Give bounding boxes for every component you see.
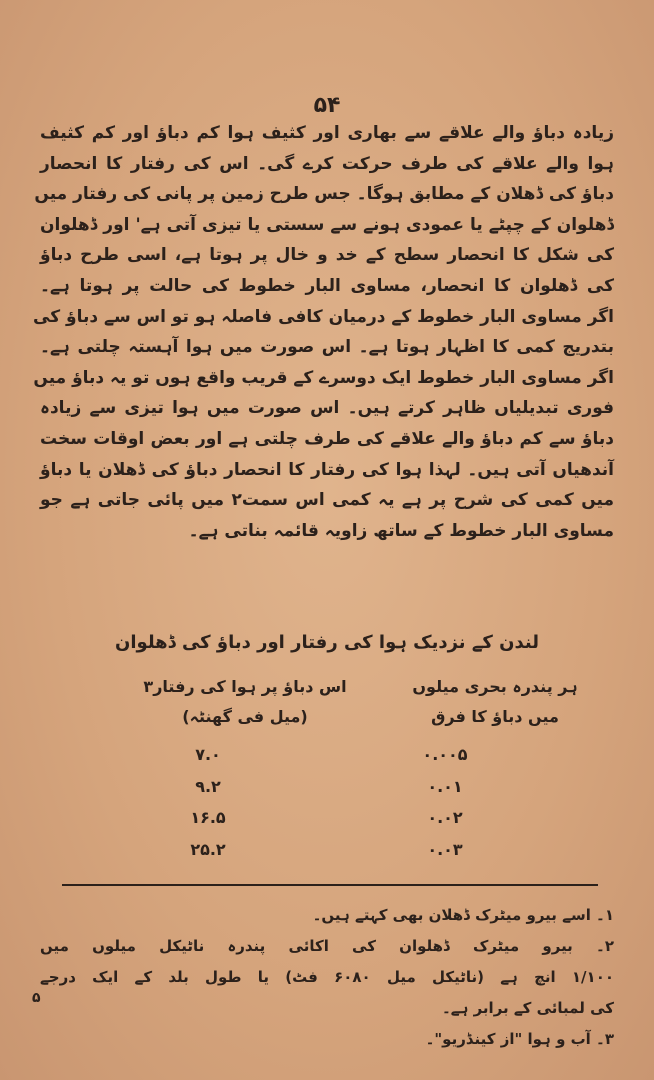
footnote-2-line: ۲۔ بیرو میٹرک ڈھلوان کی اکائی پندرہ ناٹیکل میلوں میں: [40, 937, 614, 955]
body-line: ڈھلوان کے چپٹے یا عمودی ہونے سے سستی یا تیزی آتی ہے' اور ڈھلوان: [40, 214, 614, 235]
table-row: [0, 745, 654, 777]
gradient-cell: ۰.۰۰۵: [422, 745, 468, 764]
body-paragraph: [33, 118, 614, 546]
body-line: آندھیاں آتی ہیں۔ لہذا ہوا کی رفتار کا انحصار دباؤ کی ڈھلان یا دباؤ: [40, 459, 614, 480]
table-row: [0, 840, 654, 872]
speed-cell: ۲۵.۲: [190, 839, 226, 859]
footnote-1: ۱۔ اسے بیرو میٹرک ڈھلان بھی کہتے ہیں۔: [312, 906, 614, 924]
footnotes: [40, 900, 614, 1055]
table-row: [0, 808, 654, 840]
body-line: اگر مساوی البار خطوط ایک دوسرے کے قریب واقع ہوں تو یہ دباؤ میں: [33, 367, 614, 388]
table-row: [0, 777, 654, 809]
speed-cell: ۹.۲: [195, 776, 221, 796]
column-header-gradient: [390, 672, 600, 732]
column-header-line: (میل فی گھنٹہ): [182, 707, 308, 726]
speed-cell: ۷.۰: [195, 745, 221, 764]
table-body: [0, 745, 654, 871]
page-number: ۵۴: [313, 93, 341, 118]
body-line: کی شکل کا انحصار سطح کے خد و خال پر ہوتا ہے، اسی طرح دباؤ: [40, 245, 614, 266]
column-header-line: میں دباؤ کا فرق: [431, 707, 559, 726]
column-header-line: اس دباؤ پر ہوا کی رفتار۳: [143, 677, 347, 696]
body-line: فوری تبدیلیاں ظاہر کرتے ہیں۔ اس صورت میں ہوا تیزی سے زیادہ: [40, 398, 614, 419]
footnote-divider: [62, 884, 598, 886]
body-line: اگر مساوی البار خطوط کے درمیان کافی فاصلہ ہو تو اس سے دباؤ کی: [33, 306, 614, 327]
body-line: دباؤ کی ڈھلان کے مطابق ہوگا۔ جس طرح زمین پر پانی کی رفتار میں: [34, 184, 614, 205]
body-line: دباؤ سے کم دباؤ والے علاقے کی طرف چلتی ہے اور بعض اوقات سخت: [40, 428, 614, 449]
body-line: ہوا والے علاقے کی طرف حرکت کرے گی۔ اس کی رفتار کا انحصار: [40, 153, 614, 174]
column-header-speed: [140, 672, 350, 732]
body-line: میں کمی کی شرح پر ہے یہ کمی اس سمت۲ میں پائی جاتی ہے جو: [40, 490, 614, 511]
footnote-2-line: کی لمبائی کے برابر ہے۔: [442, 999, 614, 1017]
body-line: زیادہ دباؤ والے علاقے سے بھاری اور کثیف ہوا کم دباؤ اور کم کثیف: [40, 123, 614, 143]
column-header-line: ہر پندرہ بحری میلوں: [412, 677, 578, 696]
gradient-cell: ۰.۰۱: [427, 776, 463, 796]
table-title: لندن کے نزدیک ہوا کی رفتار اور دباؤ کی ڈھلوان: [115, 632, 539, 653]
speed-cell: ۱۶.۵: [190, 808, 226, 827]
body-line: مساوی البار خطوط کے ساتھ زاویہ قائمہ بناتی ہے۔: [188, 520, 614, 541]
gradient-cell: ۰.۰۳: [427, 839, 463, 859]
body-line: کی ڈھلوان کا انحصار، مساوی البار خطوط کی حالت پر ہوتا ہے۔: [40, 275, 614, 296]
gradient-cell: ۰.۰۲: [427, 808, 463, 827]
footnote-3: ۳۔ آب و ہوا "از کینڈریو"۔: [425, 1030, 614, 1048]
margin-mark: ۵: [32, 990, 41, 1006]
body-line: بتدریج کمی کا اظہار ہوتا ہے۔ اس صورت میں ہوا آہستہ چلتی ہے۔: [40, 337, 614, 358]
footnote-2-line: ۱/۱۰۰ انچ ہے (ناٹیکل میل ۶۰۸۰ فٹ) یا طول بلد کے ایک درجے: [40, 968, 615, 986]
